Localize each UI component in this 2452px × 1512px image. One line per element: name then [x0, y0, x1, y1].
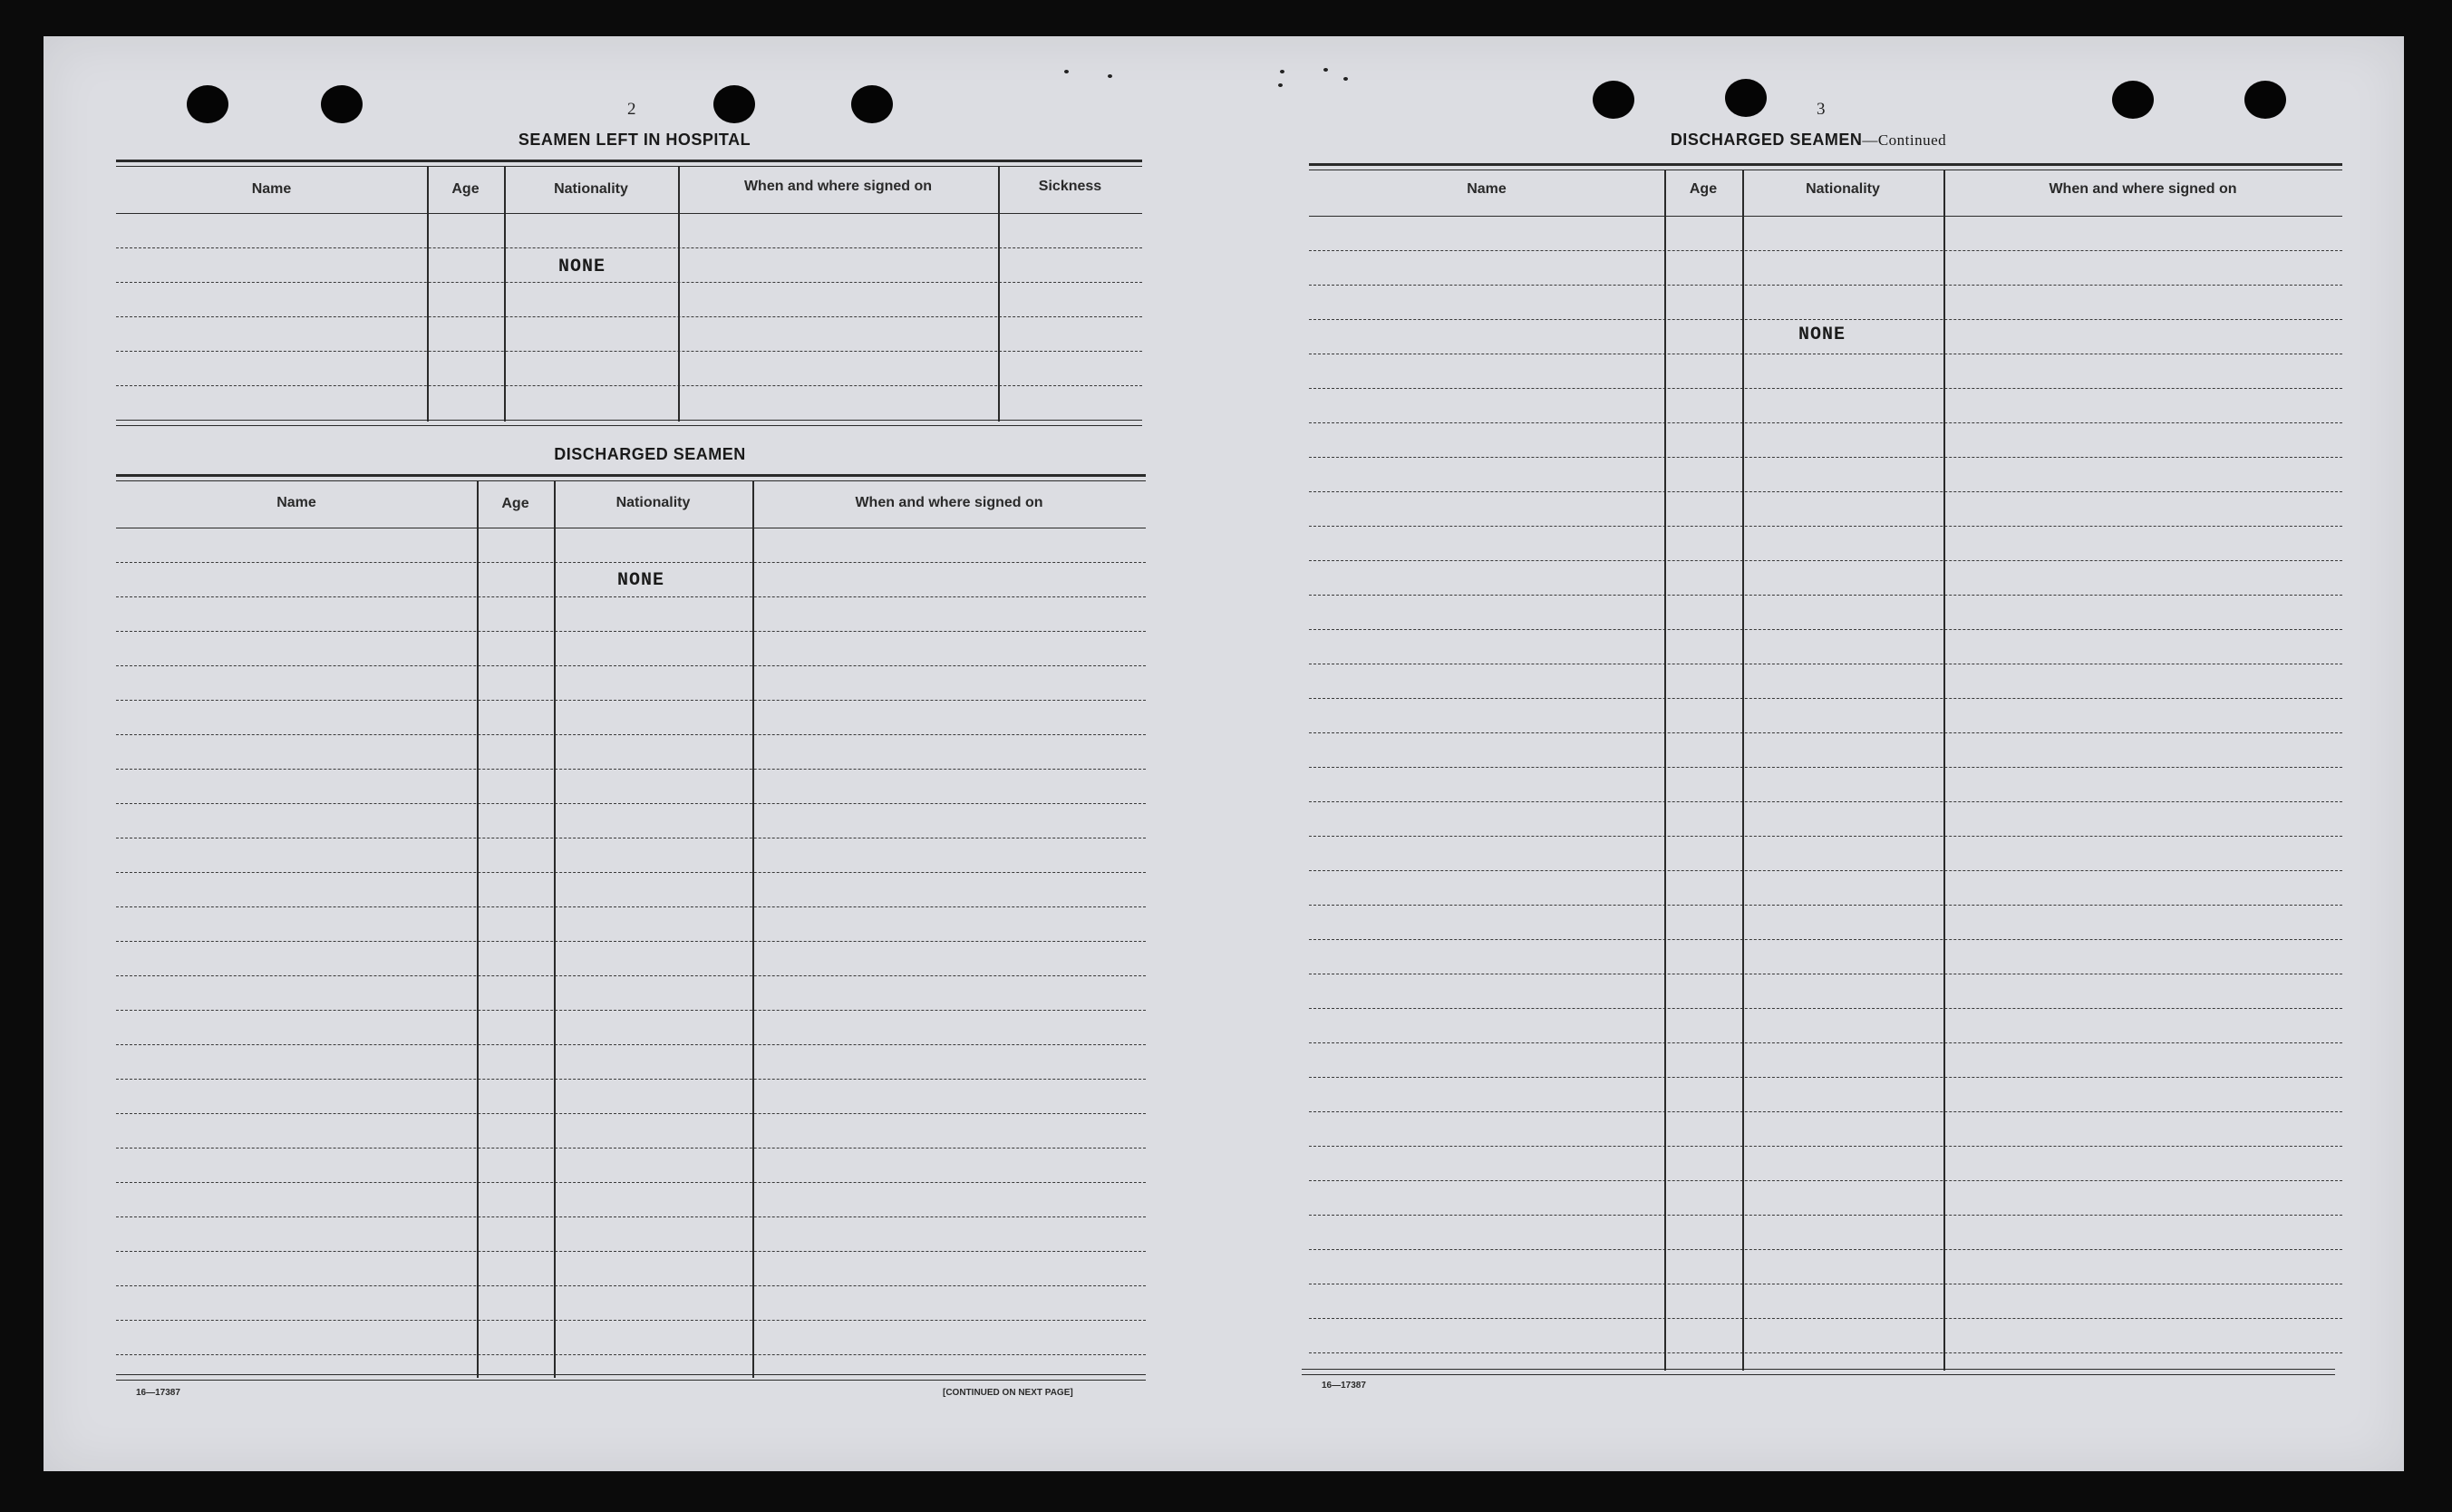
column-header-nationality: Nationality: [615, 495, 691, 510]
hospital-entry: NONE: [558, 257, 606, 277]
column-header-signed-on: When and where signed on: [743, 179, 933, 194]
column-header-age: Age: [501, 496, 529, 511]
discharged-section-title: DISCHARGED SEAMEN: [554, 445, 746, 463]
hospital-section-title: SEAMEN LEFT IN HOSPITAL: [518, 131, 751, 149]
page-fold: [1216, 1471, 1244, 1480]
punch-hole: [187, 85, 228, 123]
ink-speck: [1108, 74, 1112, 78]
discharged-continued-entry: NONE: [1798, 325, 1846, 345]
page-number: 2: [627, 100, 637, 119]
column-header-age: Age: [451, 181, 480, 197]
column-header-sickness: Sickness: [1038, 179, 1102, 194]
punch-hole: [713, 85, 755, 123]
ink-speck: [1343, 77, 1348, 81]
punch-hole: [2244, 81, 2286, 119]
punch-hole: [321, 85, 363, 123]
form-number: 16—17387: [1322, 1381, 1366, 1391]
column-header-signed-on: When and where signed on: [855, 495, 1043, 510]
column-header-name: Name: [251, 181, 292, 197]
section-title-suffix: —Continued: [1862, 131, 1947, 149]
column-header-name: Name: [1467, 181, 1507, 197]
ink-speck: [1280, 70, 1284, 73]
punch-hole: [2112, 81, 2154, 119]
punch-hole: [1593, 81, 1634, 119]
column-header-signed-on: When and where signed on: [2049, 181, 2237, 197]
discharged-entry: NONE: [617, 570, 665, 591]
ink-speck: [1278, 83, 1283, 87]
punch-hole: [1725, 79, 1767, 117]
punch-hole: [851, 85, 893, 123]
section-title: DISCHARGED SEAMEN: [1670, 131, 1863, 149]
ink-speck: [1064, 70, 1069, 73]
column-header-age: Age: [1689, 181, 1718, 197]
form-number: 16—17387: [136, 1388, 180, 1398]
column-header-nationality: Nationality: [1806, 181, 1880, 197]
form-sheet: [44, 36, 2404, 1471]
page-number: 3: [1817, 100, 1827, 119]
column-header-nationality: Nationality: [554, 181, 628, 197]
ink-speck: [1323, 68, 1328, 72]
column-header-name: Name: [276, 495, 316, 510]
discharged-continued-title: [1582, 131, 2035, 150]
continued-note: [CONTINUED ON NEXT PAGE]: [943, 1388, 1073, 1398]
